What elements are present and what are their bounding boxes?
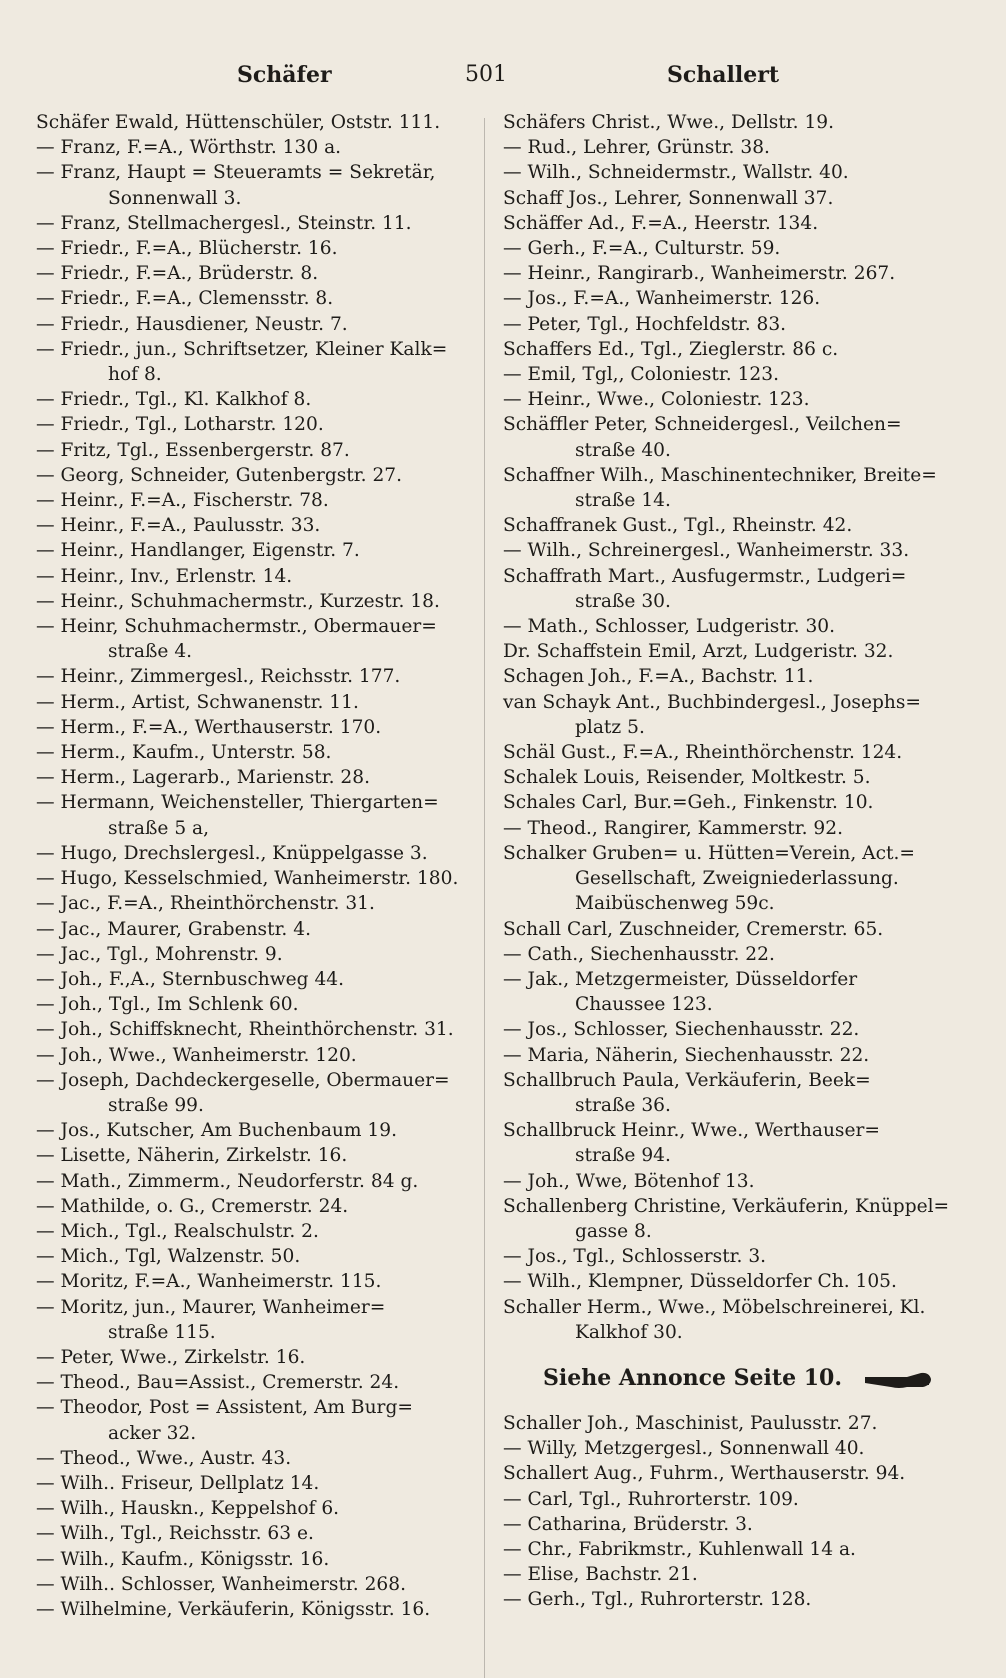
directory-entry	[503, 1461, 973, 1486]
entry-line: — Friedr., Hausdiener, Neustr. 7.	[36, 313, 348, 335]
directory-entry	[503, 1118, 973, 1168]
directory-entry	[36, 740, 474, 765]
entry-line: — Theod., Rangirer, Kammerstr. 92.	[503, 817, 843, 839]
entry-continuation-line: hof 8.	[108, 364, 162, 386]
entry-line: — Herm., Kaufm., Unterstr. 58.	[36, 742, 332, 764]
page-number: 501	[465, 62, 507, 87]
entry-line: Schagen Joh., F.=A., Bachstr. 11.	[503, 666, 814, 688]
page-header	[0, 52, 1006, 92]
directory-entry	[503, 412, 973, 462]
entry-line: — Heinr., Wwe., Coloniestr. 123.	[503, 389, 810, 411]
directory-entry	[36, 1471, 474, 1496]
entry-line: Schallert Aug., Fuhrm., Werthauserstr. 94.	[503, 1463, 906, 1485]
directory-entry	[503, 362, 973, 387]
directory-entry	[503, 790, 973, 815]
directory-entry	[503, 1537, 973, 1562]
entry-line: — Friedr., Tgl., Lotharstr. 120.	[36, 414, 324, 436]
entry-line: — Jos., Tgl., Schlosserstr. 3.	[503, 1246, 767, 1268]
entry-line: Schallbruck Heinr., Wwe., Werthauser=	[503, 1120, 880, 1142]
entry-line: Schall Carl, Zuschneider, Cremerstr. 65.	[503, 918, 884, 940]
directory-entry	[36, 891, 474, 916]
directory-entry	[503, 1194, 973, 1244]
entry-line: Schallenberg Christine, Verkäuferin, Knüppel=	[503, 1195, 950, 1217]
directory-entry	[36, 337, 474, 387]
header-right-keyword: Schallert	[667, 62, 779, 88]
directory-entry	[36, 664, 474, 689]
directory-entry	[503, 765, 973, 790]
directory-entry	[503, 1295, 973, 1345]
entry-line: — Elise, Bachstr. 21.	[503, 1564, 698, 1586]
directory-entry	[503, 513, 973, 538]
entry-line: — Jac., Maurer, Grabenstr. 4.	[36, 918, 311, 940]
entry-continuation-line: platz 5.	[575, 716, 645, 738]
directory-entry	[36, 1118, 474, 1143]
entry-line: — Wilh., Hauskn., Keppelshof 6.	[36, 1498, 340, 1520]
directory-entry	[503, 564, 973, 614]
entry-line: Schaff Jos., Lehrer, Sonnenwall 37.	[503, 187, 834, 209]
directory-entry	[36, 1143, 474, 1168]
entry-line: Schäffer Ad., F.=A., Heerstr. 134.	[503, 212, 819, 234]
directory-entry	[36, 160, 474, 210]
directory-entry	[503, 538, 973, 563]
entry-line: — Heinr., Rangirarb., Wanheimerstr. 267.	[503, 263, 896, 285]
directory-entry	[36, 1572, 474, 1597]
entry-line: — Wilh., Tgl., Reichsstr. 63 e.	[36, 1523, 314, 1545]
entry-line: — Mich., Tgl., Realschulstr. 2.	[36, 1220, 319, 1242]
entry-line: van Schayk Ant., Buchbindergesl., Josephs=	[503, 691, 921, 713]
directory-entry	[36, 387, 474, 412]
directory-entry	[503, 211, 973, 236]
pointing-hand-icon	[863, 1367, 933, 1393]
directory-entry	[36, 1043, 474, 1068]
entry-continuation-line: Gesellschaft, Zweigniederlassung.	[575, 868, 899, 890]
entry-line: — Fritz, Tgl., Essenbergerstr. 87.	[36, 439, 350, 461]
entry-line: — Peter, Wwe., Zirkelstr. 16.	[36, 1346, 306, 1368]
entry-line: — Willy, Metzgergesl., Sonnenwall 40.	[503, 1438, 865, 1460]
right-column-bottom	[503, 1411, 973, 1613]
entry-continuation-line: gasse 8.	[575, 1220, 652, 1242]
directory-entry	[503, 312, 973, 337]
directory-entry	[36, 992, 474, 1017]
entry-line: — Joh., F.,A., Sternbuschweg 44.	[36, 968, 345, 990]
entry-line: — Heinr., F.=A., Fischerstr. 78.	[36, 490, 329, 512]
entry-line: Schaller Joh., Maschinist, Paulusstr. 27.	[503, 1412, 878, 1434]
entry-line: — Carl, Tgl., Ruhrorterstr. 109.	[503, 1488, 799, 1510]
directory-entry	[503, 1017, 973, 1042]
directory-entry	[36, 866, 474, 891]
column-divider	[484, 118, 485, 1678]
entry-line: — Franz, F.=A., Wörthstr. 130 a.	[36, 137, 342, 159]
directory-entry	[36, 236, 474, 261]
directory-entry	[503, 463, 973, 513]
entry-line: — Jos., Schlosser, Siechenhausstr. 22.	[503, 1019, 860, 1041]
directory-entry	[36, 1219, 474, 1244]
directory-entry	[36, 412, 474, 437]
directory-entry	[503, 1411, 973, 1436]
entry-line: — Peter, Tgl., Hochfeldstr. 83.	[503, 313, 787, 335]
entry-continuation-line: acker 32.	[108, 1422, 197, 1444]
directory-entry	[503, 1562, 973, 1587]
directory-entry	[36, 1345, 474, 1370]
directory-entry	[503, 1043, 973, 1068]
directory-entry	[503, 1169, 973, 1194]
entry-line: — Wilhelmine, Verkäuferin, Königsstr. 16.	[36, 1598, 431, 1620]
entry-line: Schales Carl, Bur.=Geh., Finkenstr. 10.	[503, 792, 874, 814]
entry-line: — Hugo, Kesselschmied, Wanheimerstr. 180.	[36, 868, 459, 890]
entry-line: — Wilh.. Friseur, Dellplatz 14.	[36, 1472, 320, 1494]
directory-entry	[503, 186, 973, 211]
directory-entry	[503, 816, 973, 841]
entry-line: — Maria, Näherin, Siechenhausstr. 22.	[503, 1044, 870, 1066]
entry-line: Schaller Herm., Wwe., Möbelschreinerei, Kl.	[503, 1296, 926, 1318]
directory-entry	[36, 1269, 474, 1294]
directory-entry	[36, 312, 474, 337]
directory-entry	[36, 1547, 474, 1572]
entry-line: — Heinr., Inv., Erlenstr. 14.	[36, 565, 293, 587]
directory-entry	[503, 236, 973, 261]
entry-line: Schaffranek Gust., Tgl., Rheinstr. 42.	[503, 515, 853, 537]
directory-entry	[36, 488, 474, 513]
directory-entry	[36, 917, 474, 942]
entry-line: — Joh., Schiffsknecht, Rheinthörchenstr. 31.	[36, 1019, 454, 1041]
entry-line: Schäfer Ewald, Hüttenschüler, Oststr. 111.	[36, 112, 441, 133]
directory-entry	[36, 790, 474, 840]
entry-continuation-line: straße 30.	[575, 590, 671, 612]
entry-continuation-line: Kalkhof 30.	[575, 1321, 683, 1343]
directory-entry	[36, 1395, 474, 1445]
entry-line: — Theod., Wwe., Austr. 43.	[36, 1447, 292, 1469]
directory-entry	[503, 639, 973, 664]
directory-entry	[503, 917, 973, 942]
directory-entry	[503, 110, 973, 135]
entry-continuation-line: straße 14.	[575, 490, 671, 512]
directory-entry	[36, 841, 474, 866]
directory-entry	[36, 1068, 474, 1118]
right-column	[503, 110, 973, 1613]
entry-line: — Wilh., Schneidermstr., Wallstr. 40.	[503, 162, 849, 184]
entry-line: Schallbruch Paula, Verkäuferin, Beek=	[503, 1069, 871, 1091]
entry-line: — Theod., Bau=Assist., Cremerstr. 24.	[36, 1372, 400, 1394]
directory-entry	[36, 286, 474, 311]
directory-entry	[36, 463, 474, 488]
entry-line: Schaffers Ed., Tgl., Zieglerstr. 86 c.	[503, 338, 839, 360]
directory-entry	[36, 135, 474, 160]
entry-line: — Friedr., F.=A., Clemensstr. 8.	[36, 288, 334, 310]
entry-line: — Catharina, Brüderstr. 3.	[503, 1513, 753, 1535]
directory-entry	[36, 211, 474, 236]
entry-line: — Cath., Siechenhausstr. 22.	[503, 943, 775, 965]
entry-line: — Theodor, Post = Assistent, Am Burg=	[36, 1397, 413, 1419]
directory-entry	[36, 1169, 474, 1194]
entry-line: Schalker Gruben= u. Hütten=Verein, Act.=	[503, 842, 915, 864]
entry-line: Schäffler Peter, Schneidergesl., Veilchen=	[503, 414, 902, 436]
entry-line: — Wilh., Schreinergesl., Wanheimerstr. 33.	[503, 540, 910, 562]
entry-line: Schaffrath Mart., Ausfugermstr., Ludgeri=	[503, 565, 907, 587]
entry-line: — Herm., Artist, Schwanenstr. 11.	[36, 691, 359, 713]
entry-line: — Math., Zimmerm., Neudorferstr. 84 g.	[36, 1170, 419, 1192]
directory-entry	[503, 1436, 973, 1461]
entry-line: — Moritz, jun., Maurer, Wanheimer=	[36, 1296, 386, 1318]
entry-line: — Wilh., Klempner, Düsseldorfer Ch. 105.	[503, 1271, 897, 1293]
entry-line: — Joh., Wwe, Bötenhof 13.	[503, 1170, 755, 1192]
entry-line: — Joh., Tgl., Im Schlenk 60.	[36, 994, 299, 1016]
directory-entry	[36, 1194, 474, 1219]
entry-line: — Georg, Schneider, Gutenbergstr. 27.	[36, 464, 403, 486]
directory-entry	[36, 1496, 474, 1521]
entry-line: — Wilh., Kaufm., Königsstr. 16.	[36, 1548, 330, 1570]
directory-entry	[503, 1244, 973, 1269]
advertisement-notice	[543, 1365, 973, 1395]
entry-line: — Moritz, F.=A., Wanheimerstr. 115.	[36, 1271, 382, 1293]
directory-entry	[503, 1269, 973, 1294]
entry-line: — Gerh., Tgl., Ruhrorterstr. 128.	[503, 1589, 812, 1611]
left-column	[36, 110, 474, 1622]
directory-entry	[503, 664, 973, 689]
entry-line: — Wilh.. Schlosser, Wanheimerstr. 268.	[36, 1573, 406, 1595]
entry-line: — Friedr., F.=A., Brüderstr. 8.	[36, 263, 319, 285]
entry-line: — Friedr., jun., Schriftsetzer, Kleiner Kalk=	[36, 338, 448, 360]
directory-entry	[503, 286, 973, 311]
entry-continuation-line: Maibüschenweg 59c.	[575, 893, 775, 915]
directory-entry	[36, 1017, 474, 1042]
entry-line: — Lisette, Näherin, Zirkelstr. 16.	[36, 1145, 348, 1167]
entry-line: — Heinr, Schuhmachermstr., Obermauer=	[36, 616, 437, 638]
entry-line: — Jos., Kutscher, Am Buchenbaum 19.	[36, 1120, 398, 1142]
directory-entry	[36, 564, 474, 589]
directory-entry	[503, 614, 973, 639]
directory-entry	[36, 1244, 474, 1269]
entry-line: — Friedr., F.=A., Blücherstr. 16.	[36, 238, 338, 260]
entry-line: Schalek Louis, Reisender, Moltkestr. 5.	[503, 767, 871, 789]
entry-continuation-line: straße 40.	[575, 439, 671, 461]
entry-line: — Emil, Tgl,, Coloniestr. 123.	[503, 364, 779, 386]
entry-line: — Jos., F.=A., Wanheimerstr. 126.	[503, 288, 821, 310]
entry-line: — Hugo, Drechslergesl., Knüppelgasse 3.	[36, 842, 428, 864]
entry-line: — Friedr., Tgl., Kl. Kalkhof 8.	[36, 389, 312, 411]
entry-continuation-line: Sonnenwall 3.	[108, 187, 242, 209]
directory-entry	[36, 942, 474, 967]
directory-entry	[36, 1521, 474, 1546]
directory-entry	[503, 690, 973, 740]
entry-line: — Herm., Lagerarb., Marienstr. 28.	[36, 767, 370, 789]
directory-entry	[36, 261, 474, 286]
entry-line: — Herm., F.=A., Werthauserstr. 170.	[36, 716, 382, 738]
directory-entry	[503, 1587, 973, 1612]
entry-line: — Jak., Metzgermeister, Düsseldorfer	[503, 968, 858, 990]
entry-line: — Rud., Lehrer, Grünstr. 38.	[503, 137, 770, 159]
entry-continuation-line: straße 115.	[108, 1321, 216, 1343]
directory-entry	[36, 538, 474, 563]
directory-entry	[503, 967, 973, 1017]
entry-line: — Heinr., Handlanger, Eigenstr. 7.	[36, 540, 360, 562]
directory-entry	[36, 690, 474, 715]
directory-entry	[503, 261, 973, 286]
directory-entry	[36, 967, 474, 992]
directory-entry	[36, 1295, 474, 1345]
entry-line: — Jac., F.=A., Rheinthörchenstr. 31.	[36, 893, 375, 915]
directory-entry	[503, 337, 973, 362]
right-column-top	[503, 110, 973, 1345]
directory-entry	[36, 614, 474, 664]
directory-entry	[503, 1487, 973, 1512]
entry-line: — Mich., Tgl, Walzenstr. 50.	[36, 1246, 301, 1268]
directory-entry	[503, 1068, 973, 1118]
entry-line: Schaffner Wilh., Maschinentechniker, Breite=	[503, 464, 937, 486]
directory-entry	[36, 1597, 474, 1622]
entry-line: — Heinr., Zimmergesl., Reichsstr. 177.	[36, 666, 401, 688]
directory-entry	[36, 438, 474, 463]
directory-entry	[503, 740, 973, 765]
entry-line: — Franz, Haupt = Steueramts = Sekretär,	[36, 162, 436, 184]
directory-entry	[36, 513, 474, 538]
entry-line: Schäfers Christ., Wwe., Dellstr. 19.	[503, 112, 835, 133]
entry-line: — Mathilde, o. G., Cremerstr. 24.	[36, 1195, 349, 1217]
entry-line: — Math., Schlosser, Ludgeristr. 30.	[503, 616, 836, 638]
header-left-keyword: Schäfer	[237, 62, 332, 88]
entry-line: — Jac., Tgl., Mohrenstr. 9.	[36, 943, 283, 965]
entry-line: — Joh., Wwe., Wanheimerstr. 120.	[36, 1044, 357, 1066]
entry-line: — Joseph, Dachdeckergeselle, Obermauer=	[36, 1069, 450, 1091]
entry-continuation-line: straße 36.	[575, 1094, 671, 1116]
directory-entry	[36, 1370, 474, 1395]
directory-entry	[503, 160, 973, 185]
entry-line: — Chr., Fabrikmstr., Kuhlenwall 14 a.	[503, 1538, 856, 1560]
entry-line: — Heinr., Schuhmachermstr., Kurzestr. 18.	[36, 590, 440, 612]
entry-continuation-line: straße 94.	[575, 1145, 671, 1167]
directory-entry	[503, 841, 973, 917]
directory-entry	[36, 110, 474, 135]
notice-text: Siehe Annonce Seite 10.	[543, 1364, 843, 1391]
directory-entry	[503, 135, 973, 160]
directory-entry	[503, 942, 973, 967]
entry-continuation-line: Chaussee 123.	[575, 994, 713, 1016]
entry-line: — Gerh., F.=A., Culturstr. 59.	[503, 238, 781, 260]
entry-continuation-line: straße 4.	[108, 641, 193, 663]
entry-line: Schäl Gust., F.=A., Rheinthörchenstr. 124.	[503, 742, 903, 764]
directory-entry	[503, 387, 973, 412]
directory-entry	[36, 765, 474, 790]
entry-line: Dr. Schaffstein Emil, Arzt, Ludgeristr. 32.	[503, 641, 894, 663]
directory-entry	[503, 1512, 973, 1537]
entry-continuation-line: straße 99.	[108, 1094, 204, 1116]
directory-entry	[36, 589, 474, 614]
entry-line: — Hermann, Weichensteller, Thiergarten=	[36, 792, 439, 814]
directory-entry	[36, 1446, 474, 1471]
directory-entry	[36, 715, 474, 740]
entry-continuation-line: straße 5 a,	[108, 817, 210, 839]
entry-line: — Heinr., F.=A., Paulusstr. 33.	[36, 515, 321, 537]
entry-line: — Franz, Stellmachergesl., Steinstr. 11.	[36, 212, 412, 234]
